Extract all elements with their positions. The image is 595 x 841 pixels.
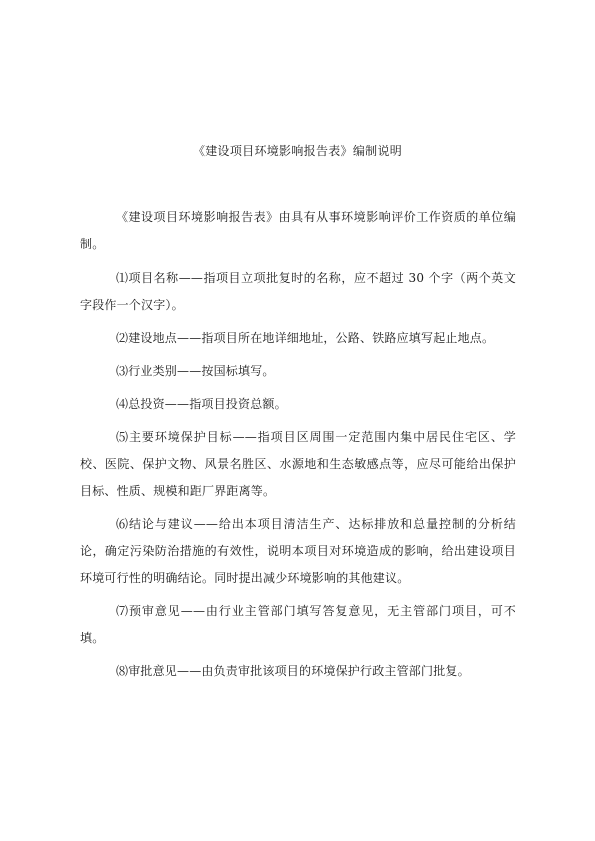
intro-paragraph: 《建设项目环境影响报告表》由具有从事环境影响评价工作资质的单位编制。 xyxy=(80,210,516,251)
item-project-name: ⑴项目名称——指项目立项批复时的名称，应不超过 30 个字（两个英文字段作一个汉字）。 xyxy=(80,271,516,312)
item-protection-targets: ⑸主要环境保护目标——指项目区周围一定范围内集中居民住宅区、学校、医院、保护文物、风景名胜区、水源地和生态敏感点等，应尽可能给出保护目标、性质、规模和距厂界距离等。 xyxy=(80,430,516,498)
item-preliminary-review: ⑺预审意见——由行业主管部门填写答复意见，无主管部门项目，可不填。 xyxy=(80,604,516,645)
document-body xyxy=(80,204,516,691)
document-title: 《建设项目环境影响报告表》编制说明 xyxy=(192,144,403,158)
item-approval-opinion: ⑻审批意见——由负责审批该项目的环境保护行政主管部门批复。 xyxy=(116,664,470,678)
item-industry-category: ⑶行业类别——按国标填写。 xyxy=(116,364,275,378)
item-total-investment: ⑷总投资——指项目投资总额。 xyxy=(116,397,287,411)
item-construction-location: ⑵建设地点——指项目所在地详细地址，公路、铁路应填写起止地点。 xyxy=(116,331,495,345)
item-conclusions: ⑹结论与建议——给出本项目清洁生产、达标排放和总量控制的分析结论，确定污染防治措施的有效性，说明本项目对环境造成的影响，给出建设项目环境可行性的明确结论。同时提出减少环境影响的其他建议。 xyxy=(80,517,516,585)
